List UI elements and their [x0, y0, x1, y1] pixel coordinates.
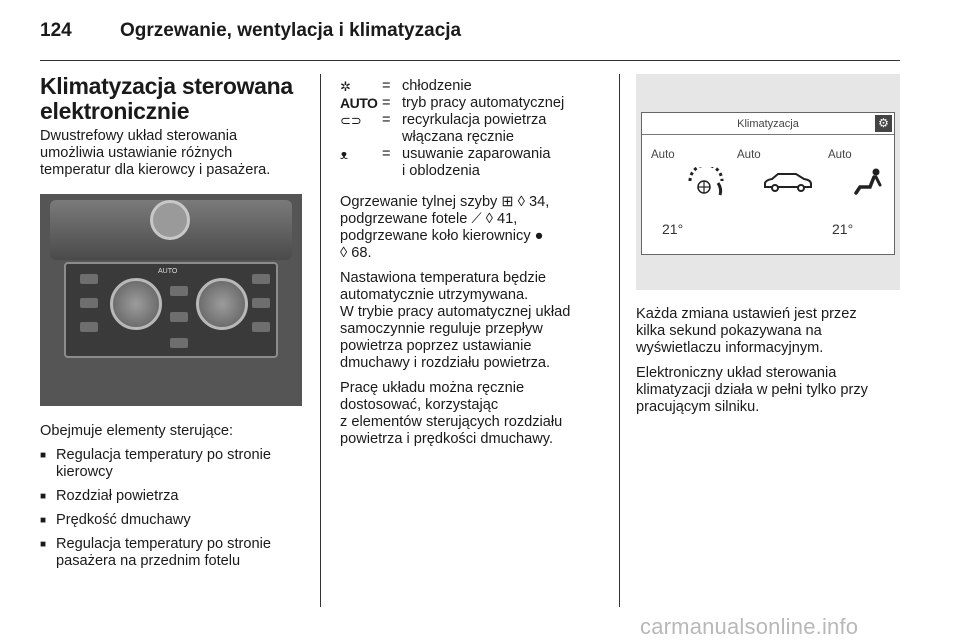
- mode-label-distribution: Auto: [651, 149, 675, 161]
- elements-list: [40, 447, 305, 570]
- mode-label-seat: Auto: [828, 149, 852, 161]
- info-display-illustration: [636, 74, 900, 290]
- legend-row-defrost: ᴥ = usuwanie zaparowania i oblodzenia: [340, 146, 551, 179]
- heated-features-paragraph: Ogrzewanie tylnej szyby ⊞ ◊ 34, podgrzewane fotele ⟋ ◊ 41, podgrzewane koło kierownicy ● ◊ 68.: [340, 194, 550, 261]
- list-item: ■ Regulacja temperatury po stronie pasażera na przednim fotelu: [40, 536, 271, 569]
- climate-control-panel-photo: AUTO: [40, 194, 302, 406]
- engine-note-paragraph: Elektroniczny układ sterowania klimatyzacji działa w pełni tylko przy pracującym silniku.: [636, 365, 868, 415]
- gear-icon: ⚙: [875, 115, 892, 132]
- symbol-legend: [340, 78, 602, 180]
- section-title: Klimatyzacja sterowana elektronicznie: [40, 73, 293, 124]
- legend-row-auto: AUTO = tryb pracy automatycznej: [340, 95, 565, 111]
- mode-label-recirculation: Auto: [737, 149, 761, 161]
- display-frame: [641, 112, 895, 255]
- car-recirculation-icon: [762, 171, 814, 193]
- legend-row-recirculation: ⊂⊃ = recyrkulacja powietrza włączana ręcznie: [340, 112, 547, 145]
- manual-adjust-paragraph: Pracę układu można ręcznie dostosować, korzystając z elementów sterujących rozdziału powietrza i prędkości dmuchawy.: [340, 380, 563, 447]
- watermark: carmanualsonline.info: [640, 614, 859, 639]
- display-info-paragraph: Każda zmiana ustawień jest przez kilka sekund pokazywana na wyświetlaczu informacyjnym.: [636, 306, 857, 356]
- column-3: [636, 74, 902, 416]
- defrost-icon: ᴥ: [340, 147, 348, 162]
- elements-heading: Obejmuje elementy sterujące:: [40, 423, 234, 439]
- list-item: ■ Rozdział powietrza: [40, 488, 179, 504]
- header-divider: [40, 60, 900, 61]
- passenger-temperature: 21°: [832, 221, 854, 237]
- column-1: [40, 74, 305, 570]
- list-item: ■ Regulacja temperatury po stronie kierowcy: [40, 447, 271, 480]
- display-title: Klimatyzacja: [642, 113, 894, 135]
- intro-paragraph: Dwustrefowy układ sterowania umożliwia ustawianie różnych temperatur dla kierowcy i pasażera.: [40, 128, 271, 178]
- cooling-icon: ✲: [340, 79, 351, 94]
- legend-row-cooling: ✲ = chłodzenie: [340, 78, 472, 94]
- recirculation-icon: ⊂⊃: [340, 113, 362, 128]
- auto-mode-label: AUTO: [340, 95, 378, 111]
- column-divider-1: [320, 74, 321, 607]
- driver-temperature-knob: [110, 278, 162, 330]
- auto-mode-paragraph: Nastawiona temperatura będzie automatycznie utrzymywana. W trybie pracy automatycznej układ samoczynnie reguluje przepływ powietrza poprzez ustawianie dmuchawy i rozdziału powietrza.: [340, 270, 571, 371]
- column-2: [340, 78, 602, 448]
- page-number: 124: [40, 20, 72, 41]
- fan-icon: [686, 167, 726, 197]
- driver-temperature: 21°: [662, 221, 684, 237]
- seat-icon: [852, 167, 884, 197]
- passenger-temperature-knob: [196, 278, 248, 330]
- column-divider-2: [619, 74, 620, 607]
- list-item: ■ Prędkość dmuchawy: [40, 512, 191, 528]
- chapter-title: Ogrzewanie, wentylacja i klimatyzacja: [120, 20, 462, 41]
